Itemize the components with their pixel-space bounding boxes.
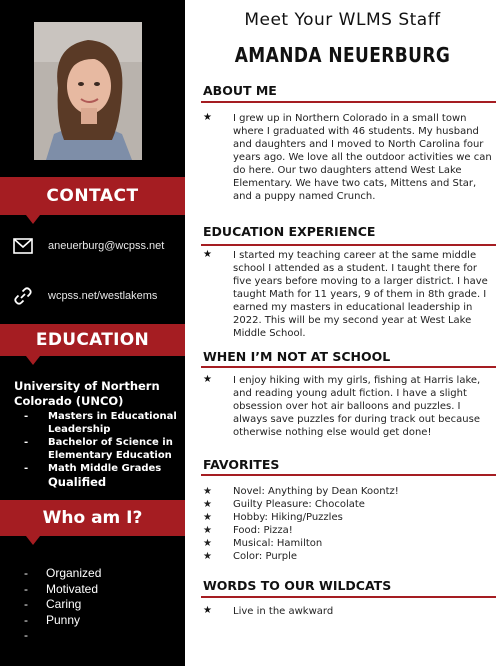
favorite-item: ★ Novel: Anything by Dean Koontz! [203,486,399,497]
star-icon: ★ [203,112,212,123]
who-item: - Organized [24,566,102,580]
education-school: University of Northern Colorado (UNCO) [14,379,160,408]
who-banner [0,500,185,536]
star-icon: ★ [203,551,212,562]
star-icon: ★ [203,605,212,616]
star-icon: ★ [203,374,212,385]
who-list: - Organized - Motivated - Caring - Punny - [24,566,102,642]
star-icon: ★ [203,249,212,260]
education-item: - Math Middle Grades [24,463,162,474]
who-item: - Motivated [24,581,99,596]
not-at-school-text: I enjoy hiking with my girls, fishing at Harris lake, and reading young adult fiction. I have a slight obsession over hot air balloons and puzzles. I always save puzzles for during track out because otherwise nothing else would get done! [233,375,481,438]
banner-notch [26,536,40,545]
not-at-school-heading: WHEN I’M NOT AT SCHOOL [203,349,391,364]
envelope-icon [12,235,34,257]
favorite-item: ★ Musical: Hamilton [203,538,323,549]
words-heading: WORDS TO OUR WILDCATS [203,578,392,593]
education-item: - Masters in Educational Leadership [24,411,177,435]
education-heading: EDUCATION [35,330,150,350]
about-heading: ABOUT ME [203,83,277,98]
who-item: - Punny [24,612,81,627]
education-banner [0,324,185,356]
star-icon: ★ [203,499,212,510]
contact-banner [0,177,185,215]
email-link[interactable]: aneuerburg@wcpss.net [48,240,165,252]
section-divider [201,596,496,598]
email-row [12,235,184,257]
star-icon: ★ [203,512,212,523]
words-bullet [203,605,495,621]
link-icon [12,285,34,307]
star-icon: ★ [203,538,212,549]
favorite-item: ★ Hobby: Hiking/Puzzles [203,512,343,523]
education-experience-bullet [203,249,495,341]
favorites-heading: FAVORITES [203,457,280,472]
education-item: Qualified [48,475,107,489]
words-text: Live in the awkward [233,606,334,617]
star-icon: ★ [203,525,212,536]
star-icon: ★ [203,486,212,497]
sidebar [0,0,185,666]
staff-name: AMANDA NEUERBURG [234,43,451,67]
favorite-item: ★ Food: Pizza! [203,525,293,536]
about-text: I grew up in Northern Colorado in a small town where I graduated with 46 students. My husband and daughters and I moved to North Carolina four years ago. We love all the outdoor activities we can do here. Our two daughters attend West Lake Elementary. We have two cats, Mittens and Star, and a puppy named Crunch. [233,113,492,202]
favorite-item: ★ Color: Purple [203,551,298,562]
main-content [185,0,500,666]
education-experience-text: I started my teaching career at the same middle school I attended as a student. I taught there for five years before moving to a larger district. I have taught Math for 11 years, 9 of them in 8th grade. I earned my masters in educational leadership in 2022. This will be my second year at West Lake Middle School. [233,250,488,339]
section-divider [201,244,496,246]
about-bullet [203,112,495,216]
who-heading: Who am I? [42,508,143,528]
section-divider [201,101,496,103]
contact-heading: CONTACT [46,186,139,206]
education-item: - Bachelor of Science in Elementary Education [24,437,173,461]
favorite-item: ★ Guilty Pleasure: Chocolate [203,499,365,510]
education-list [24,410,184,490]
page-title: Meet Your WLMS Staff [244,10,441,30]
banner-notch [26,356,40,365]
website-link[interactable]: wcpss.net/westlakems [48,290,158,302]
favorites-list [203,485,495,563]
section-divider [201,474,496,476]
banner-notch [26,215,40,224]
education-experience-heading: EDUCATION EXPERIENCE [203,224,376,239]
not-at-school-bullet [203,374,495,454]
profile-photo [34,22,142,160]
website-row [12,285,184,307]
section-divider [201,366,496,368]
who-item: - Caring [24,597,82,611]
